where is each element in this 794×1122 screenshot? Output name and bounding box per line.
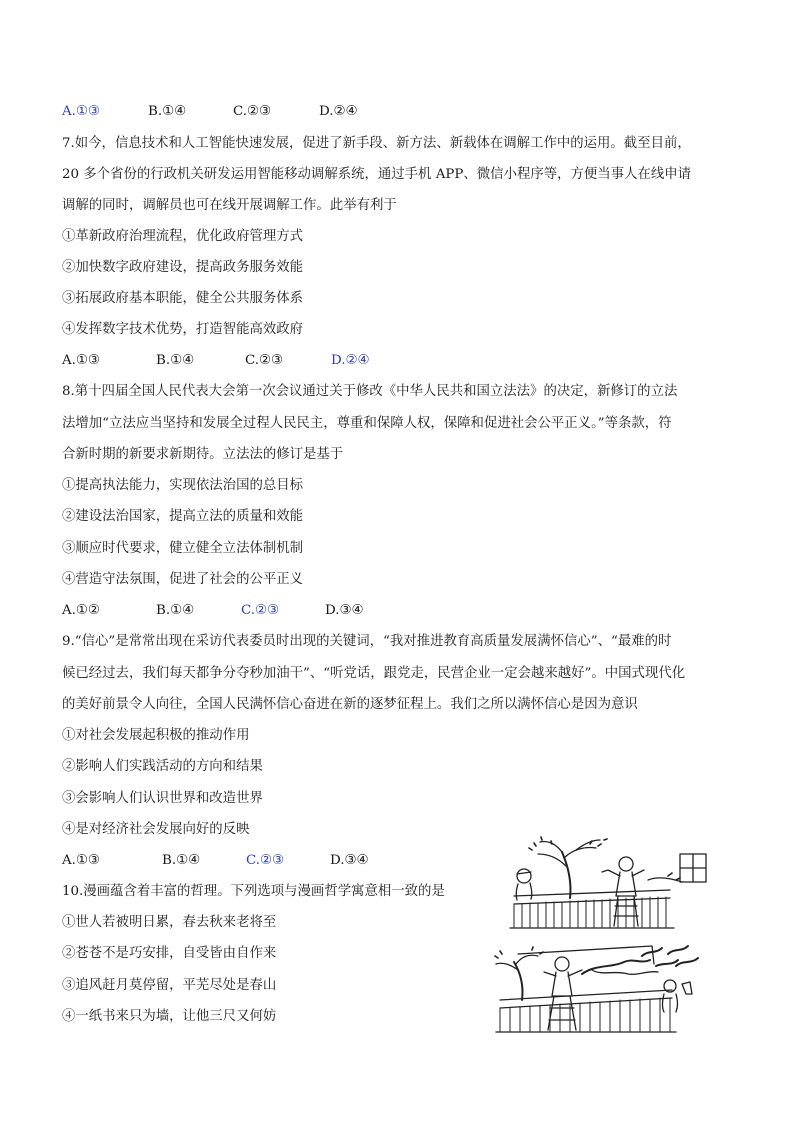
q8-item-4: ④营造守法氛围，促进了社会的公平正义 [62, 572, 304, 587]
q8-stem-line-3: 合新时期的新要求新期待。立法法的修订是基于 [62, 447, 344, 462]
q10-stem: 10.漫画蕴含着丰富的哲理。下列选项与漫画哲学寓意相一致的是 [62, 884, 445, 899]
q9-option-b[interactable]: B.①④ [162, 853, 201, 868]
q9-item-1: ①对社会发展起积极的推动作用 [62, 728, 250, 743]
q7-option-a[interactable]: A.①③ [62, 353, 100, 368]
q9-stem-line-1: 9.“信心”是常常出现在采访代表委员时出现的关键词，“我对推进教育高质量发展满怀信心”、“最难的时 [62, 634, 672, 649]
q9-option-d[interactable]: D.③④ [330, 853, 369, 868]
q9-item-2: ②影响人们实践活动的方向和结果 [62, 759, 263, 774]
q10-item-2: ②苍苍不是巧安排，自受皆由自作来 [62, 946, 277, 961]
q8-option-c[interactable]: C.②③ [241, 603, 280, 618]
q9-item-4: ④是对经济社会发展向好的反映 [62, 822, 250, 837]
q7-item-4: ④发挥数字技术优势，打造智能高效政府 [62, 322, 304, 337]
q8-item-1: ①提高执法能力，实现依法治国的总目标 [62, 478, 304, 493]
q6-option-c[interactable]: C.②③ [233, 104, 272, 119]
q9-option-c[interactable]: C.②③ [246, 853, 285, 868]
q8-options [62, 602, 364, 620]
q6-option-a[interactable]: A.①③ [62, 104, 100, 119]
q8-option-a[interactable]: A.①② [62, 603, 100, 618]
q7-item-2: ②加快数字政府建设，提高政务服务效能 [62, 260, 304, 275]
q10-item-1: ①世人若被明日累，春去秋来老将至 [62, 915, 277, 930]
q7-stem-line-1: 7.如今，信息技术和人工智能快速发展，促进了新手段、新方法、新载体在调解工作中的运用。截至目前， [62, 136, 691, 151]
q7-option-b[interactable]: B.①④ [156, 353, 195, 368]
q9-option-a[interactable]: A.①③ [62, 853, 100, 868]
cartoon-top-panel [510, 837, 706, 928]
q9-stem-line-3: 的美好前景令人向往，全国人民满怀信心奋进在新的逐梦征程上。我们之所以满怀信心是因为意识 [62, 697, 638, 712]
q9-item-3: ③会影响人们认识世界和改造世界 [62, 791, 263, 806]
q7-stem-line-3: 调解的同时，调解员也可在线开展调解工作。此举有利于 [62, 198, 397, 213]
cartoon-illustration [492, 836, 708, 1036]
q7-item-1: ①革新政府治理流程，优化政府管理方式 [62, 229, 304, 244]
q8-item-2: ②建设法治国家，提高立法的质量和效能 [62, 509, 304, 524]
q10-item-4: ④一纸书来只为墙，让他三尺又何妨 [62, 1009, 277, 1024]
q8-stem-line-2: 法增加“立法应当坚持和发展全过程人民民主，尊重和保障人权，保障和促进社会公平正义。”等条款，符 [62, 416, 672, 431]
q8-item-3: ③顺应时代要求，健立健全立法体制机制 [62, 541, 304, 556]
q9-options [62, 852, 369, 870]
q8-stem-line-1: 8.第十四届全国人民代表大会第一次会议通过关于修改《中华人民共和国立法法》的决定，新修订的立法 [62, 384, 678, 399]
q7-option-c[interactable]: C.②③ [245, 353, 284, 368]
q6-option-d[interactable]: D.②④ [319, 104, 358, 119]
q7-item-3: ③拓展政府基本职能，健全公共服务体系 [62, 291, 304, 306]
cartoon-bottom-panel [495, 946, 698, 1032]
q9-stem-line-2: 候已经过去，我们每天都争分夺秒加油干”、“听党话，跟党走，民营企业一定会越来越好”。中国式现代化 [62, 666, 686, 681]
q10-item-3: ③追风赶月莫停留，平芜尽处是春山 [62, 978, 277, 993]
q6-option-b[interactable]: B.①④ [148, 104, 187, 119]
q8-option-b[interactable]: B.①④ [156, 603, 195, 618]
q6-options [62, 103, 358, 121]
q7-stem-line-2: 20 多个省份的行政机关研发运用智能移动调解系统，通过手机 APP、微信小程序等，方便当事人在线申请 [62, 167, 692, 182]
q7-option-d[interactable]: D.②④ [331, 353, 370, 368]
q8-option-d[interactable]: D.③④ [325, 603, 364, 618]
q7-options [62, 352, 370, 370]
